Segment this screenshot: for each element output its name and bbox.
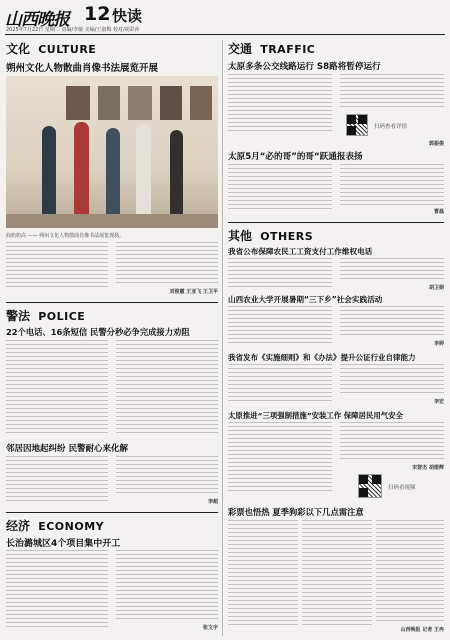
others-top-rule: [228, 222, 444, 223]
others-body-text: [302, 520, 372, 628]
police-body-text: [116, 340, 218, 436]
culture-label-en: CULTURE: [38, 43, 97, 56]
traffic-body-text: [340, 164, 444, 206]
others-headline-4[interactable]: 太原推进“三项强制措施”安装工作 保障居民用气安全: [228, 411, 403, 420]
economy-label-en: ECONOMY: [38, 520, 105, 533]
others-section: [228, 222, 444, 636]
culture-photo-caption: 曲奶奶高 —— 朔州文化人物散曲肖像书法展览现场。: [6, 233, 125, 239]
visitor-figure: [42, 126, 56, 216]
visitor-figure: [106, 128, 120, 218]
traffic-body-text: [340, 74, 444, 110]
column-divider: [222, 40, 223, 636]
others-headline-1[interactable]: 我省公布保障农民工工资支付工作维权电话: [228, 247, 373, 256]
date-line: 2025年7月22日 星期二 责编/李敏 美编/王淑梅 校对/胡彩萍: [6, 27, 140, 33]
economy-headline[interactable]: 长治潞城区4个项目集中开工: [6, 539, 121, 549]
others-headline-2[interactable]: 山西农业大学开展暑期“三下乡”社会实践活动: [228, 295, 383, 304]
masthead: [0, 0, 450, 36]
others-body-text: [228, 258, 332, 290]
others-author-1: 胡卫娟: [428, 285, 444, 291]
others-body-text: [340, 422, 444, 462]
culture-body-text: [6, 242, 108, 290]
culture-headline[interactable]: 朔州文化人物散曲肖像书法展览开展: [6, 63, 159, 74]
police-top-rule: [6, 302, 218, 303]
traffic-author-1: 郭振俊: [428, 141, 444, 147]
others-author-5: 山西晚报 记者 王冉: [400, 627, 444, 633]
traffic-author-2: 曹磊: [433, 209, 444, 215]
economy-label: [6, 517, 104, 534]
others-body-text: [228, 422, 332, 494]
traffic-section: [228, 40, 444, 220]
culture-body-text: [116, 242, 218, 286]
police-body-text: [6, 340, 108, 436]
police-section: [6, 302, 218, 508]
traffic-qr-label: 扫码查看详情: [374, 124, 408, 130]
police-body-text: [116, 456, 218, 496]
others-headline-5[interactable]: 彩票也悟热 夏季狗彩以下几点需注意: [228, 507, 364, 517]
police-body-text: [6, 456, 108, 504]
culture-photo: [6, 76, 218, 228]
others-label: [228, 227, 313, 244]
visitor-figure: [136, 124, 151, 218]
police-author: 李超: [207, 499, 218, 505]
others-label-en: OTHERS: [260, 230, 314, 243]
others-author-3: 李宏: [433, 399, 444, 405]
others-body-text: [228, 306, 332, 346]
traffic-body-text: [228, 164, 332, 212]
economy-section: [6, 512, 218, 636]
traffic-body-text: [228, 74, 332, 134]
others-body-text: [376, 520, 444, 622]
others-body-text: [340, 364, 444, 396]
economy-body-text: [116, 550, 218, 622]
police-label: [6, 307, 85, 324]
gallery-floor: [6, 214, 218, 228]
traffic-label: [228, 40, 315, 57]
culture-label: [6, 40, 96, 57]
page-number: 12: [84, 3, 111, 25]
visitor-figure: [170, 130, 183, 218]
economy-top-rule: [6, 512, 218, 513]
culture-section: [6, 40, 218, 300]
police-label-en: POLICE: [38, 310, 86, 323]
others-qr-label: 扫码看视频: [388, 485, 416, 491]
others-headline-3[interactable]: 我省发布《实施细则》和《办法》提升公证行业自律能力: [228, 353, 416, 362]
police-headline-1[interactable]: 22个电话、16条短信 民警分秒必争完成接力劝阻: [6, 327, 190, 337]
traffic-headline-1[interactable]: 太原多条公交线路运行 S8路将暂停运行: [228, 62, 381, 72]
traffic-label-cn: 交通: [228, 42, 253, 56]
culture-author: 刘俊霞 王亚飞 王卫平: [169, 289, 218, 295]
visitor-figure: [74, 122, 89, 218]
others-author-2: 李婷: [433, 341, 444, 347]
economy-body-text: [6, 550, 108, 630]
economy-label-cn: 经济: [6, 519, 31, 533]
others-qr-code[interactable]: [358, 474, 382, 498]
others-body-text: [228, 364, 332, 404]
others-body-text: [340, 258, 444, 282]
culture-label-cn: 文化: [6, 42, 31, 56]
traffic-label-en: TRAFFIC: [260, 43, 316, 56]
traffic-qr-code[interactable]: [346, 114, 368, 136]
masthead-logo: 山西晚报: [5, 10, 69, 30]
others-label-cn: 其他: [228, 229, 253, 243]
masthead-rule: [5, 34, 445, 35]
page-section-title: 快读: [112, 7, 143, 25]
traffic-headline-2[interactable]: 太原5月“必的哥”的哥“跃通报表扬: [228, 152, 363, 162]
police-label-cn: 警法: [6, 309, 31, 323]
others-body-text: [340, 306, 444, 338]
others-body-text: [228, 520, 298, 628]
others-author-4: 宋智杰 胡煜辉: [412, 465, 444, 471]
police-headline-2[interactable]: 邻居因地起纠纷 民警耐心来化解: [6, 444, 128, 454]
economy-author: 张文宇: [202, 625, 218, 631]
